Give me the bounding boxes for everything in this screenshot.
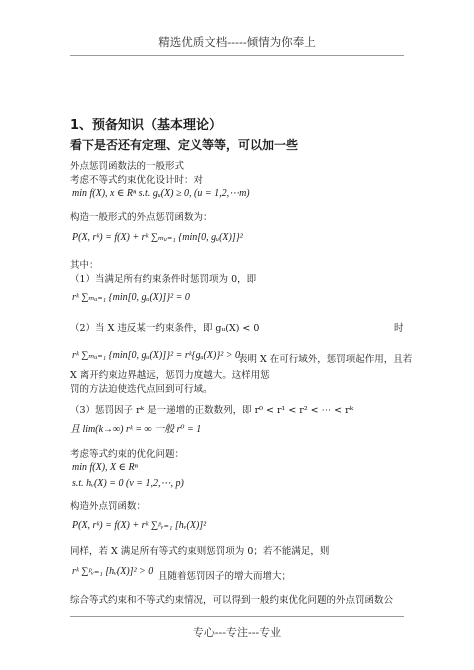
equation-similarly: rᵏ ∑ᵖᵥ₌₁ [hᵥ(X)]² > 0 (72, 566, 154, 577)
footer-divider (70, 616, 404, 617)
header-divider (70, 55, 404, 56)
text-similarly-tail: 且随着惩罚因子的增大而增大； (158, 571, 292, 582)
text-item-2-end: 罚的方法迫使迭代点回到可行域。 (70, 384, 213, 395)
text-item-2-tail: 时 (394, 323, 404, 334)
equation-inequality-problem: min f(X), x ∈ Rⁿ s.t. gᵤ(X) ≥ 0, (u = 1,2,⋯m) (72, 188, 250, 199)
page-header-title: 精选优质文档-----倾情为你奉上 (158, 35, 316, 49)
text-item-2: （2）当 X 违反某一约束条件，即 gᵤ(X) < 0 (70, 323, 260, 334)
equation-penalty-general: P(X, rᵏ) = f(X) + rᵏ ∑ₘᵤ₌₁ {min[0, gᵤ(X)]}² (72, 232, 243, 243)
text-item-3: （3）惩罚因子 rᵏ 是一递增的正数数列，即 r⁰ < r¹ < r² < ⋯ < rᵏ (70, 405, 354, 416)
text-general-form: 外点惩罚函数法的一般形式 (70, 161, 185, 172)
equation-item-1: rᵏ ∑ₘᵤ₌₁ {min[0, gᵤ(X)]}² = 0 (72, 292, 190, 303)
text-where: 其中： (70, 260, 99, 271)
text-item-2-explanation: 表明 X 在可行域外，惩罚项起作用，且若 (238, 354, 413, 365)
text-construct-general: 构造一般形式的外点惩罚函数为： (70, 212, 213, 223)
page-footer-text: 专心---专注---专业 (192, 626, 282, 639)
text-item-1: （1）当满足所有约束条件时惩罚项为 0，即 (70, 274, 257, 285)
text-similarly: 同样，若 X 满足所有等式约束则惩罚项为 0；若不能满足，则 (70, 546, 330, 557)
text-consider-inequality: 考虑不等式约束优化设计时：对 (70, 175, 204, 186)
equation-equality-problem-1: min f(X), X ∈ Rⁿ (72, 462, 138, 473)
equation-penalty-equality: P(X, rᵏ) = f(X) + rᵏ ∑ᵖᵥ₌₁ [hᵥ(X)]² (72, 520, 207, 531)
section-subheading: 看下是否还有定理、定义等等，可以加一些 (70, 138, 299, 152)
text-item-2-continued: X 离开约束边界越远，惩罚力度越大。这样用惩 (70, 370, 270, 381)
section-heading: 1、预备知识（基本理论） (70, 118, 223, 133)
text-consider-equality: 考虑等式约束的优化问题： (70, 449, 185, 460)
text-combined: 综合等式约束和不等式约束情况，可以得到一般约束优化问题的外点罚函数公 (70, 595, 394, 606)
equation-item-2: rᵏ ∑ₘᵤ₌₁ {min[0, gᵤ(X)]}² = rᵏ{gᵤ(X)}² > 0 (72, 350, 241, 361)
equation-equality-problem-2: s.t. hᵥ(X) = 0 (v = 1,2,⋯, p) (72, 478, 184, 489)
text-construct-equality: 构造外点罚函数： (70, 501, 147, 512)
equation-item-3-limit: 且 lim(k→∞) rᵏ = ∞ 一般 r⁰ = 1 (70, 424, 202, 435)
